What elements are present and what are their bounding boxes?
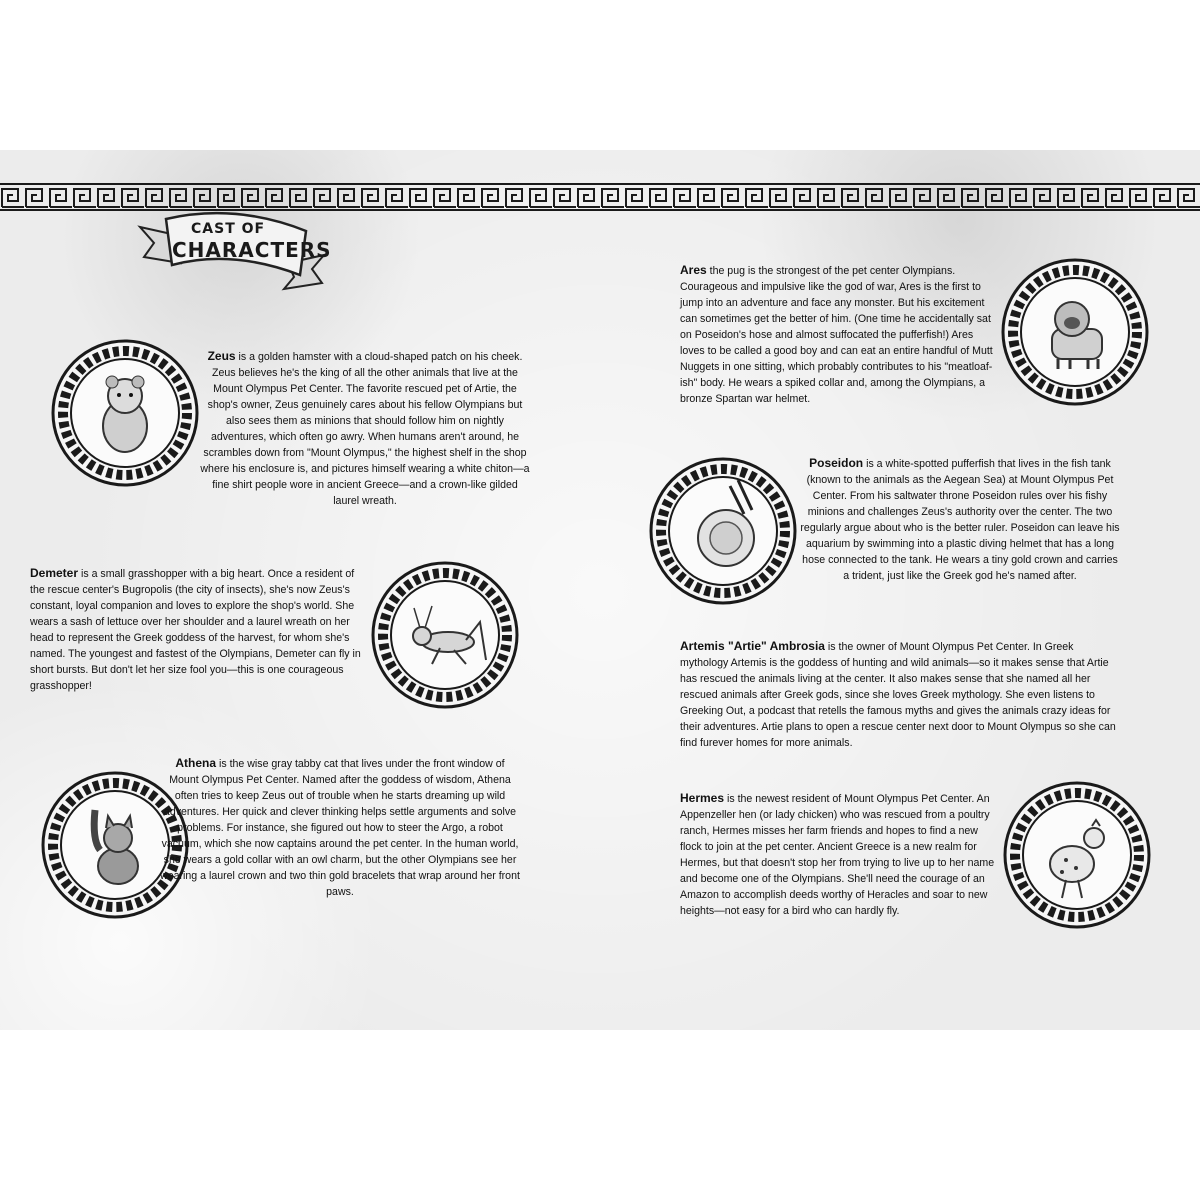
hamster-icon (50, 338, 200, 488)
demeter-description: is a small grasshopper with a big heart. Once a resident of the rescue center's Bugropolis (the city of insects), she's now Zeus's constant, loyal companion and loves to explore the shop's world. She wears a sash of lettuce over her shoulder and a laurel wreath on her head to represent the Greek goddess of the harvest, for whom she's named. The youngest and fastest of the Olympians, Demeter can fly in short bursts. But don't let her size fool you—this is one courageous grasshopper! (30, 568, 361, 692)
ares-name: Ares (680, 263, 707, 277)
hermes-entry (680, 790, 1000, 919)
demeter-entry (30, 565, 370, 694)
ares-description: the pug is the strongest of the pet center Olympians. Courageous and impulsive like the god of war, Ares is the first to jump into an adventure and face any monster. But his excitement can sometimes get the better of him. (One time he accidentally sat on Poseidon's hose and almost suffocated the pufferfish!) Ares loves to be called a good boy and can eat an entire handful of Mutt Nuggets in one sitting, which probably contributes to his "meatloaf-ish" body. He wears a spiked collar and, among the Olympians, a bronze Spartan war helmet. (680, 265, 993, 405)
pufferfish-icon (648, 456, 798, 606)
grasshopper-icon (370, 560, 520, 710)
hermes-description: is the newest resident of Mount Olympus Pet Center. An Appenzeller hen (or lady chicken) who was rescued from a poultry ranch, Hermes misses her farm friends and hopes to find a new flock to join at the pet center. Ancient Greece is a new realm for Hermes, but that doesn't stop her from trying to live up to her name and become one of the Olympians. She'll need the courage of an Amazon to accomplish deeds worthy of Heracles and soar to new heights—not easy for a bird who can hardly fly. (680, 793, 995, 917)
athena-entry (160, 755, 520, 900)
artemis-description: is the owner of Mount Olympus Pet Center. In Greek mythology Artemis is the goddess of hunting and wild animals—so it makes sense that Artie has rescued the animals living at the center. It also makes sense that she named all her rescued animals after Greek gods, since she loves Greek mythology. She even listens to Greeking Out, a podcast that retells the famous myths and gives the animals crazy ideas for their adventures. Artie plans to open a rescue center next door to Mount Olympus so she can find furever homes for more animals. (680, 641, 1116, 749)
zeus-description: is a golden hamster with a cloud-shaped patch on his cheek. Zeus believes he's the king of all the other animals that live at the Mount Olympus Pet Center. The favorite rescued pet of Artie, the shop's owner, Zeus genuinely cares about his fellow Olympians but also sees them as minions that should follow him on nightly adventures, which often go awry. When humans aren't around, he scrambles down from "Mount Olympus," the highest shelf in the shop where his enclosure is, and pictures himself wearing a white chiton—a fine shirt people wore in ancient Greece—and a crown-like gilded laurel wreath. (200, 351, 530, 507)
zeus-entry (200, 348, 530, 509)
athena-description: is the wise gray tabby cat that lives under the front window of Mount Olympus Pet Center. Named after the goddess of wisdom, Athena often tries to keep Zeus out of trouble when he starts dreaming up wild adventures. Her quick and clever thinking helps settle arguments and solve problems. For instance, she figured out how to steer the Argo, a robot vacuum, which she now captains around the pet center. In the human world, she wears a gold collar with an owl charm, but the other Olympians see her wearing a laurel crown and two thin gold bracelets that wrap around her front paws. (160, 758, 520, 898)
cast-banner (136, 205, 332, 293)
banner-line-1: CAST OF (191, 221, 266, 237)
artemis-name: Artemis "Artie" Ambrosia (680, 639, 825, 653)
pug-icon (1000, 257, 1150, 407)
poseidon-name: Poseidon (809, 456, 864, 470)
demeter-medallion (370, 560, 520, 710)
demeter-name: Demeter (30, 566, 79, 580)
hermes-medallion (1002, 780, 1152, 930)
ares-medallion (1000, 257, 1150, 407)
hermes-name: Hermes (680, 791, 725, 805)
hen-icon (1002, 780, 1152, 930)
poseidon-medallion (648, 456, 798, 606)
banner-line-2: CHARACTERS (172, 238, 332, 262)
athena-name: Athena (175, 756, 217, 770)
zeus-name: Zeus (207, 349, 236, 363)
poseidon-entry (800, 455, 1120, 584)
artemis-entry (680, 638, 1120, 751)
zeus-medallion (50, 338, 200, 488)
ares-entry (680, 262, 1000, 407)
poseidon-description: is a white-spotted pufferfish that lives in the fish tank (known to the animals as the Aegean Sea) at Mount Olympus Pet Center. From his saltwater throne Poseidon rules over his fishy minions and challenges Zeus's authority over the center. The two regularly argue about who is the better ruler. Poseidon can leave his aquarium by swimming into a plastic diving helmet that has a long hose connected to the tank. He wears a tiny gold crown and carries a trident, just like the Greek god he's named after. (800, 458, 1120, 582)
